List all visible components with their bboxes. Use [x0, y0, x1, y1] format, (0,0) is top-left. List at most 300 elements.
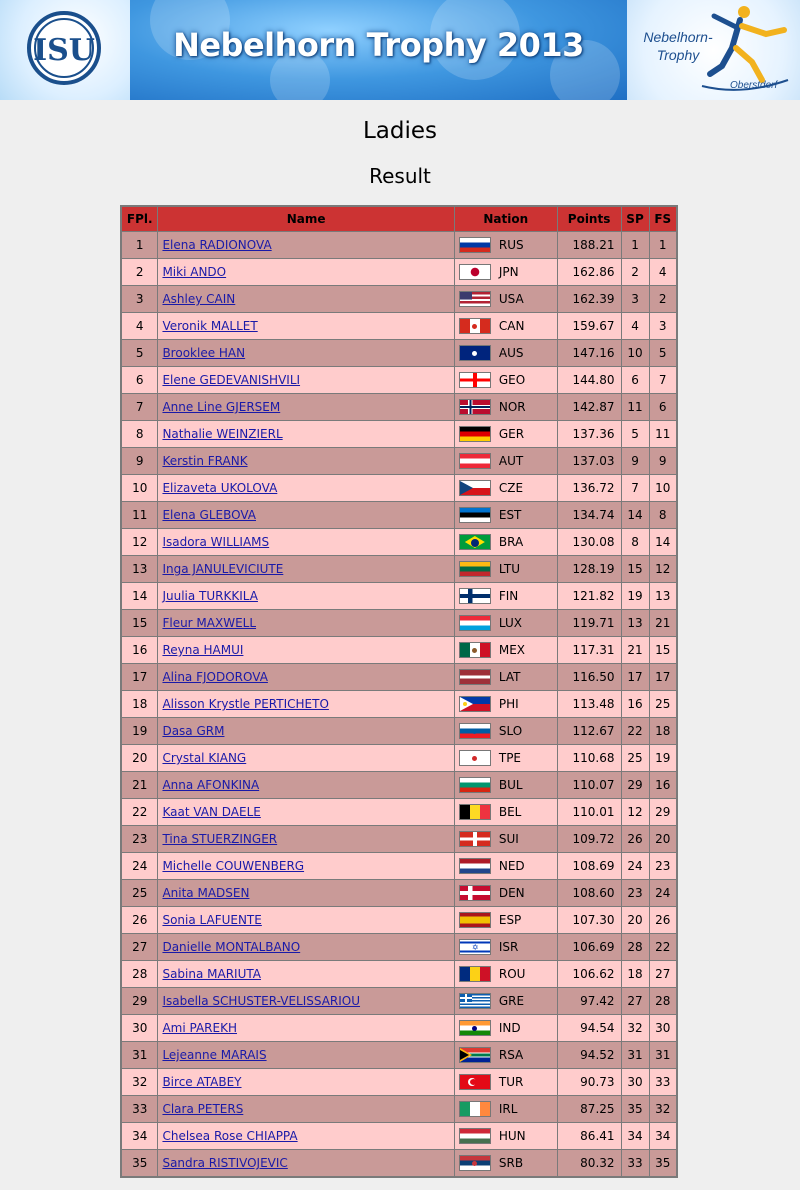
- table-row: [121, 394, 677, 421]
- nation-cell: [454, 880, 557, 907]
- placement-cell: 12: [121, 529, 158, 556]
- nation-code: GEO: [498, 373, 526, 387]
- points-cell: 159.67: [557, 313, 621, 340]
- fs-rank-cell: 18: [649, 718, 677, 745]
- nation-cell: [454, 556, 557, 583]
- nation-cell: [454, 313, 557, 340]
- placement-cell: 28: [121, 961, 158, 988]
- table-row: [121, 1069, 677, 1096]
- nation-code: BEL: [498, 805, 522, 819]
- nation-code: CAN: [498, 319, 525, 333]
- nation-cell: [454, 691, 557, 718]
- placement-cell: 30: [121, 1015, 158, 1042]
- nation-code: NED: [498, 859, 525, 873]
- header-fpl: FPl.: [121, 206, 158, 232]
- skater-name-link[interactable]: Crystal KIANG: [162, 751, 247, 765]
- placement-cell: 24: [121, 853, 158, 880]
- event-banner: [0, 0, 800, 100]
- skater-name-link[interactable]: Chelsea Rose CHIAPPA: [162, 1129, 298, 1143]
- placement-cell: 34: [121, 1123, 158, 1150]
- skater-name-link[interactable]: Nathalie WEINZIERL: [162, 427, 283, 441]
- nation-cell: [454, 475, 557, 502]
- nation-cell: [454, 1069, 557, 1096]
- table-row: [121, 259, 677, 286]
- nation-code: RUS: [498, 238, 524, 252]
- placement-cell: 21: [121, 772, 158, 799]
- header-fs: FS: [649, 206, 677, 232]
- name-cell: [158, 259, 454, 286]
- sp-rank-cell: 11: [621, 394, 649, 421]
- nation-code: BRA: [498, 535, 524, 549]
- country-flag-icon: [459, 966, 491, 982]
- skater-name-link[interactable]: Isadora WILLIAMS: [162, 535, 270, 549]
- skater-name-link[interactable]: Kaat VAN DAELE: [162, 805, 261, 819]
- name-cell: [158, 799, 454, 826]
- name-cell: [158, 1069, 454, 1096]
- fs-rank-cell: 29: [649, 799, 677, 826]
- points-cell: 110.01: [557, 799, 621, 826]
- points-cell: 128.19: [557, 556, 621, 583]
- table-header-row: [121, 206, 677, 232]
- fs-rank-cell: 8: [649, 502, 677, 529]
- country-flag-icon: [459, 696, 491, 712]
- fs-rank-cell: 33: [649, 1069, 677, 1096]
- points-cell: 108.69: [557, 853, 621, 880]
- skater-name-link[interactable]: Fleur MAXWELL: [162, 616, 257, 630]
- skater-name-link[interactable]: Brooklee HAN: [162, 346, 246, 360]
- name-cell: [158, 637, 454, 664]
- skater-name-link[interactable]: Sabina MARIUTA: [162, 967, 261, 981]
- country-flag-icon: [459, 723, 491, 739]
- fs-rank-cell: 27: [649, 961, 677, 988]
- table-row: [121, 1150, 677, 1178]
- skater-name-link[interactable]: Lejeanne MARAIS: [162, 1048, 267, 1062]
- nation-cell: [454, 1096, 557, 1123]
- name-cell: [158, 610, 454, 637]
- table-row: [121, 664, 677, 691]
- nebelhorn-logo-line2: Trophy: [656, 47, 700, 63]
- table-row: [121, 1015, 677, 1042]
- fs-rank-cell: 24: [649, 880, 677, 907]
- placement-cell: 1: [121, 232, 158, 259]
- nation-code: JPN: [498, 265, 519, 279]
- table-row: [121, 988, 677, 1015]
- fs-rank-cell: 28: [649, 988, 677, 1015]
- skater-name-link[interactable]: Miki ANDO: [162, 265, 227, 279]
- nation-cell: [454, 1150, 557, 1178]
- country-flag-icon: [459, 399, 491, 415]
- country-flag-icon: ✡: [459, 939, 491, 955]
- country-flag-icon: [459, 588, 491, 604]
- skater-name-link[interactable]: Reyna HAMUI: [162, 643, 244, 657]
- sp-rank-cell: 17: [621, 664, 649, 691]
- name-cell: [158, 880, 454, 907]
- nation-cell: [454, 961, 557, 988]
- country-flag-icon: [459, 291, 491, 307]
- table-row: [121, 853, 677, 880]
- name-cell: [158, 718, 454, 745]
- points-cell: 142.87: [557, 394, 621, 421]
- skater-name-link[interactable]: Elena RADIONOVA: [162, 238, 272, 252]
- sp-rank-cell: 10: [621, 340, 649, 367]
- sp-rank-cell: 4: [621, 313, 649, 340]
- skater-name-link[interactable]: Elene GEDEVANISHVILI: [162, 373, 301, 387]
- points-cell: 97.42: [557, 988, 621, 1015]
- table-row: [121, 637, 677, 664]
- placement-cell: 22: [121, 799, 158, 826]
- fs-rank-cell: 15: [649, 637, 677, 664]
- nation-code: TUR: [498, 1075, 524, 1089]
- fs-rank-cell: 7: [649, 367, 677, 394]
- nation-cell: [454, 718, 557, 745]
- country-flag-icon: [459, 237, 491, 253]
- placement-cell: 3: [121, 286, 158, 313]
- placement-cell: 6: [121, 367, 158, 394]
- skater-name-link[interactable]: Ami PAREKH: [162, 1021, 237, 1035]
- country-flag-icon: [459, 993, 491, 1009]
- results-body: [121, 232, 677, 1178]
- nation-code: EST: [498, 508, 522, 522]
- nation-cell: [454, 907, 557, 934]
- points-cell: 162.39: [557, 286, 621, 313]
- placement-cell: 33: [121, 1096, 158, 1123]
- isu-logo-text: ISU: [33, 33, 95, 68]
- result-subtitle: Result: [369, 164, 431, 188]
- name-cell: [158, 475, 454, 502]
- name-cell: [158, 502, 454, 529]
- table-row: [121, 340, 677, 367]
- nation-cell: [454, 340, 557, 367]
- points-cell: 110.68: [557, 745, 621, 772]
- nation-cell: [454, 664, 557, 691]
- placement-cell: 7: [121, 394, 158, 421]
- fs-rank-cell: 32: [649, 1096, 677, 1123]
- country-flag-icon: [459, 1047, 491, 1063]
- fs-rank-cell: 23: [649, 853, 677, 880]
- sp-rank-cell: 33: [621, 1150, 649, 1178]
- name-cell: [158, 556, 454, 583]
- points-cell: 113.48: [557, 691, 621, 718]
- nation-code: AUT: [498, 454, 524, 468]
- nation-cell: [454, 988, 557, 1015]
- name-cell: [158, 448, 454, 475]
- placement-cell: 35: [121, 1150, 158, 1178]
- points-cell: 121.82: [557, 583, 621, 610]
- fs-rank-cell: 5: [649, 340, 677, 367]
- points-cell: 107.30: [557, 907, 621, 934]
- points-cell: 87.25: [557, 1096, 621, 1123]
- placement-cell: 10: [121, 475, 158, 502]
- nation-code: IND: [498, 1021, 521, 1035]
- nation-code: DEN: [498, 886, 525, 900]
- skater-name-link[interactable]: Isabella SCHUSTER-VELISSARIOU: [162, 994, 361, 1008]
- skater-name-link[interactable]: Michelle COUWENBERG: [162, 859, 305, 873]
- nation-code: ROU: [498, 967, 526, 981]
- name-cell: [158, 340, 454, 367]
- skater-name-link[interactable]: Sandra RISTIVOJEVIC: [162, 1156, 288, 1170]
- nation-cell: [454, 1123, 557, 1150]
- nation-cell: [454, 1042, 557, 1069]
- sp-rank-cell: 8: [621, 529, 649, 556]
- country-flag-icon: [459, 885, 491, 901]
- points-cell: 106.69: [557, 934, 621, 961]
- points-cell: 144.80: [557, 367, 621, 394]
- placement-cell: 19: [121, 718, 158, 745]
- placement-cell: 13: [121, 556, 158, 583]
- points-cell: 80.32: [557, 1150, 621, 1178]
- skater-name-link[interactable]: Ashley CAIN: [162, 292, 236, 306]
- placement-cell: 18: [121, 691, 158, 718]
- nation-code: PHI: [498, 697, 519, 711]
- name-cell: [158, 772, 454, 799]
- nation-cell: [454, 772, 557, 799]
- name-cell: [158, 745, 454, 772]
- skater-name-link[interactable]: Birce ATABEY: [162, 1075, 242, 1089]
- fs-rank-cell: 3: [649, 313, 677, 340]
- fs-rank-cell: 22: [649, 934, 677, 961]
- country-flag-icon: [459, 426, 491, 442]
- points-cell: 108.60: [557, 880, 621, 907]
- name-cell: [158, 988, 454, 1015]
- skater-name-link[interactable]: Anna AFONKINA: [162, 778, 260, 792]
- placement-cell: 8: [121, 421, 158, 448]
- nation-cell: [454, 529, 557, 556]
- nation-code: USA: [498, 292, 524, 306]
- table-row: [121, 502, 677, 529]
- country-flag-icon: [459, 372, 491, 388]
- sp-rank-cell: 14: [621, 502, 649, 529]
- name-cell: [158, 1150, 454, 1178]
- sp-rank-cell: 12: [621, 799, 649, 826]
- sp-rank-cell: 20: [621, 907, 649, 934]
- skater-name-link[interactable]: Anita MADSEN: [162, 886, 250, 900]
- table-row: [121, 1096, 677, 1123]
- fs-rank-cell: 14: [649, 529, 677, 556]
- sp-rank-cell: 15: [621, 556, 649, 583]
- nation-code: SUI: [498, 832, 519, 846]
- skater-name-link[interactable]: Inga JANULEVICIUTE: [162, 562, 284, 576]
- event-title: Ladies: [362, 118, 438, 144]
- country-flag-icon: [459, 345, 491, 361]
- nation-code: ISR: [498, 940, 519, 954]
- placement-cell: 15: [121, 610, 158, 637]
- name-cell: [158, 1015, 454, 1042]
- sp-rank-cell: 19: [621, 583, 649, 610]
- name-cell: [158, 232, 454, 259]
- points-cell: 188.21: [557, 232, 621, 259]
- skater-name-link[interactable]: Dasa GRM: [162, 724, 225, 738]
- country-flag-icon: [459, 534, 491, 550]
- skater-name-link[interactable]: Veronik MALLET: [162, 319, 258, 333]
- country-flag-icon: [459, 831, 491, 847]
- skater-name-link[interactable]: Sonia LAFUENTE: [162, 913, 262, 927]
- placement-cell: 20: [121, 745, 158, 772]
- banner-title: Nebelhorn Trophy 2013: [173, 26, 584, 64]
- name-cell: [158, 1042, 454, 1069]
- fs-rank-cell: 16: [649, 772, 677, 799]
- points-cell: 106.62: [557, 961, 621, 988]
- nebelhorn-logo-line1: Nebelhorn-: [643, 29, 713, 45]
- fs-rank-cell: 21: [649, 610, 677, 637]
- header-nation: Nation: [454, 206, 557, 232]
- table-row: [121, 286, 677, 313]
- table-row: [121, 691, 677, 718]
- points-cell: 134.74: [557, 502, 621, 529]
- table-row: [121, 718, 677, 745]
- points-cell: 117.31: [557, 637, 621, 664]
- nation-cell: [454, 448, 557, 475]
- fs-rank-cell: 31: [649, 1042, 677, 1069]
- nation-cell: [454, 394, 557, 421]
- table-row: [121, 313, 677, 340]
- skater-name-link[interactable]: Tina STUERZINGER: [162, 832, 278, 846]
- country-flag-icon: [459, 1128, 491, 1144]
- points-cell: 137.03: [557, 448, 621, 475]
- sp-rank-cell: 34: [621, 1123, 649, 1150]
- nation-cell: [454, 286, 557, 313]
- points-cell: 147.16: [557, 340, 621, 367]
- name-cell: [158, 907, 454, 934]
- placement-cell: 31: [121, 1042, 158, 1069]
- points-cell: 86.41: [557, 1123, 621, 1150]
- country-flag-icon: [459, 318, 491, 334]
- header-sp: SP: [621, 206, 649, 232]
- points-cell: 112.67: [557, 718, 621, 745]
- points-cell: 94.52: [557, 1042, 621, 1069]
- sp-rank-cell: 26: [621, 826, 649, 853]
- name-cell: [158, 853, 454, 880]
- points-cell: 94.54: [557, 1015, 621, 1042]
- nation-cell: [454, 421, 557, 448]
- nation-code: NOR: [498, 400, 526, 414]
- skater-name-link[interactable]: Danielle MONTALBANO: [162, 940, 301, 954]
- sp-rank-cell: 31: [621, 1042, 649, 1069]
- nation-cell: [454, 610, 557, 637]
- sp-rank-cell: 5: [621, 421, 649, 448]
- skater-name-link[interactable]: Alina FJODOROVA: [162, 670, 268, 684]
- nation-code: MEX: [498, 643, 526, 657]
- nation-code: LAT: [498, 670, 521, 684]
- table-row: [121, 961, 677, 988]
- fs-rank-cell: 9: [649, 448, 677, 475]
- placement-cell: 16: [121, 637, 158, 664]
- sp-rank-cell: 9: [621, 448, 649, 475]
- nation-code: CZE: [498, 481, 524, 495]
- points-cell: 90.73: [557, 1069, 621, 1096]
- name-cell: [158, 961, 454, 988]
- nation-cell: [454, 934, 557, 961]
- nation-cell: [454, 745, 557, 772]
- skater-name-link[interactable]: Kerstin FRANK: [162, 454, 248, 468]
- skater-name-link[interactable]: Elena GLEBOVA: [162, 508, 256, 522]
- sp-rank-cell: 29: [621, 772, 649, 799]
- fs-rank-cell: 20: [649, 826, 677, 853]
- nation-cell: [454, 502, 557, 529]
- fs-rank-cell: 1: [649, 232, 677, 259]
- skater-name-link[interactable]: Elizaveta UKOLOVA: [162, 481, 278, 495]
- name-cell: [158, 664, 454, 691]
- nation-code: IRL: [498, 1102, 518, 1116]
- table-row: [121, 1123, 677, 1150]
- fs-rank-cell: 4: [649, 259, 677, 286]
- country-flag-icon: [459, 615, 491, 631]
- nation-cell: [454, 367, 557, 394]
- nation-code: SRB: [498, 1156, 524, 1170]
- fs-rank-cell: 34: [649, 1123, 677, 1150]
- nation-code: LUX: [498, 616, 522, 630]
- fs-rank-cell: 17: [649, 664, 677, 691]
- sp-rank-cell: 3: [621, 286, 649, 313]
- table-row: [121, 772, 677, 799]
- placement-cell: 2: [121, 259, 158, 286]
- nation-code: GRE: [498, 994, 525, 1008]
- name-cell: [158, 583, 454, 610]
- nation-cell: [454, 259, 557, 286]
- table-row: [121, 934, 677, 961]
- table-row: [121, 448, 677, 475]
- fs-rank-cell: 11: [649, 421, 677, 448]
- fs-rank-cell: 30: [649, 1015, 677, 1042]
- placement-cell: 32: [121, 1069, 158, 1096]
- country-flag-icon: [459, 642, 491, 658]
- placement-cell: 23: [121, 826, 158, 853]
- points-cell: 109.72: [557, 826, 621, 853]
- country-flag-icon: [459, 561, 491, 577]
- nation-cell: [454, 826, 557, 853]
- country-flag-icon: [459, 507, 491, 523]
- isu-logo-icon: [26, 10, 102, 86]
- placement-cell: 26: [121, 907, 158, 934]
- nation-code: LTU: [498, 562, 521, 576]
- country-flag-icon: [459, 669, 491, 685]
- points-cell: 116.50: [557, 664, 621, 691]
- sp-rank-cell: 35: [621, 1096, 649, 1123]
- points-cell: 110.07: [557, 772, 621, 799]
- country-flag-icon: [459, 858, 491, 874]
- sp-rank-cell: 25: [621, 745, 649, 772]
- nebelhorn-logo-location: Oberstdorf: [730, 80, 778, 91]
- sp-rank-cell: 30: [621, 1069, 649, 1096]
- skater-name-link[interactable]: Clara PETERS: [162, 1102, 244, 1116]
- table-row: [121, 799, 677, 826]
- sp-rank-cell: 24: [621, 853, 649, 880]
- placement-cell: 14: [121, 583, 158, 610]
- country-flag-icon: [459, 264, 491, 280]
- sp-rank-cell: 21: [621, 637, 649, 664]
- nation-cell: [454, 853, 557, 880]
- name-cell: [158, 421, 454, 448]
- sp-rank-cell: 18: [621, 961, 649, 988]
- skater-name-link[interactable]: Alisson Krystle PERTICHETO: [162, 697, 329, 711]
- skater-name-link[interactable]: Anne Line GJERSEM: [162, 400, 281, 414]
- placement-cell: 11: [121, 502, 158, 529]
- name-cell: [158, 529, 454, 556]
- placement-cell: 17: [121, 664, 158, 691]
- country-flag-icon: [459, 777, 491, 793]
- nation-code: ESP: [498, 913, 522, 927]
- table-row: [121, 907, 677, 934]
- country-flag-icon: [459, 804, 491, 820]
- fs-rank-cell: 26: [649, 907, 677, 934]
- table-row: [121, 556, 677, 583]
- nation-code: TPE: [498, 751, 522, 765]
- points-cell: 136.72: [557, 475, 621, 502]
- skater-name-link[interactable]: Juulia TURKKILA: [162, 589, 258, 603]
- points-cell: 162.86: [557, 259, 621, 286]
- table-row: [121, 475, 677, 502]
- name-cell: [158, 934, 454, 961]
- country-flag-icon: [459, 1020, 491, 1036]
